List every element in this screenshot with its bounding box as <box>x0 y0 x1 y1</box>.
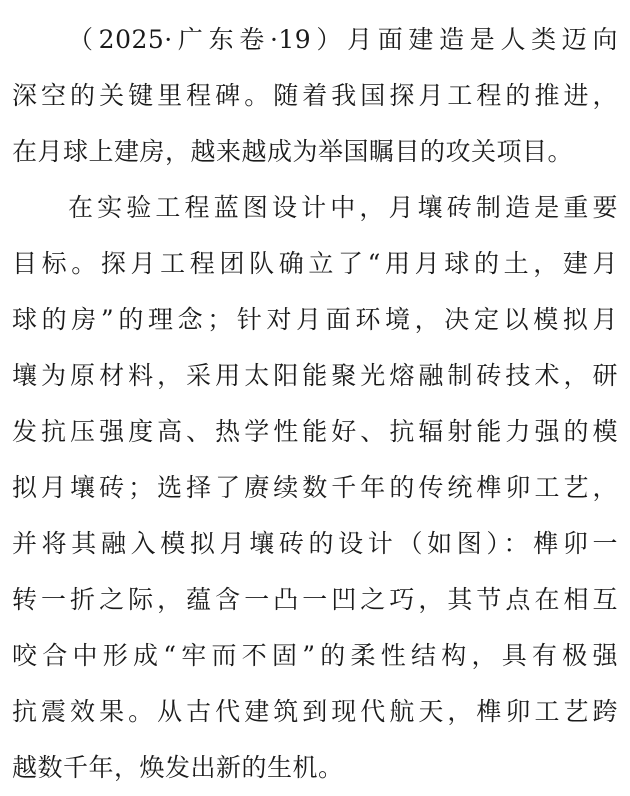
passage-line: 抗震效果。从古代建筑到现代航天，榫卯工艺跨 <box>12 697 618 726</box>
passage-line: 球的房”的理念；针对月面环境，决定以模拟月 <box>12 305 618 334</box>
passage-line: 在月球上建房，越来越成为举国瞩目的攻关项目。 <box>12 137 574 166</box>
passage-line: 在实验工程蓝图设计中，月壤砖制造是重要 <box>68 193 618 222</box>
passage-line: 越数千年，焕发出新的生机。 <box>12 753 344 782</box>
passage-line: 咬合中形成“牢而不固”的柔性结构，具有极强 <box>12 641 618 670</box>
passage-line: 深空的关键里程碑。随着我国探月工程的推进， <box>12 81 618 110</box>
passage-line: 目标。探月工程团队确立了“用月球的土，建月 <box>12 249 618 278</box>
passage-line: （2025·广东卷·19）月面建造是人类迈向 <box>68 25 618 54</box>
passage-line: 并将其融入模拟月壤砖的设计（如图）：榫卯一 <box>12 529 618 558</box>
passage-line: 转一折之际，蕴含一凸一凹之巧，其节点在相互 <box>12 585 618 614</box>
passage-line: 拟月壤砖；选择了赓续数千年的传统榫卯工艺， <box>12 473 618 502</box>
passage-line: 发抗压强度高、热学性能好、抗辐射能力强的模 <box>12 417 618 446</box>
passage-line: 壤为原材料，采用太阳能聚光熔融制砖技术，研 <box>12 361 618 390</box>
